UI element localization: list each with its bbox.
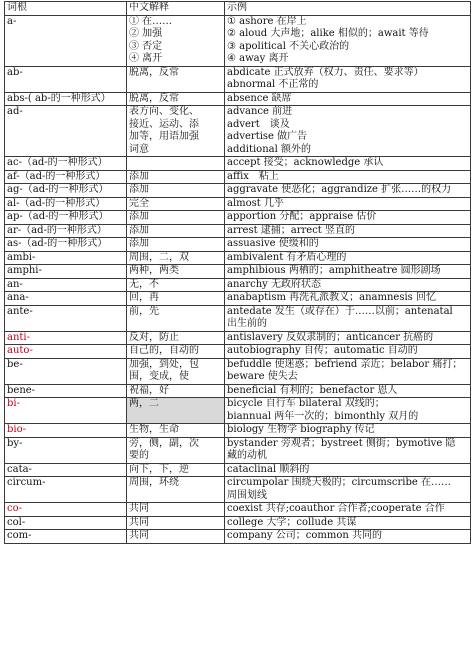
- example-cell: [225, 224, 471, 238]
- table-row: [5, 331, 471, 345]
- meaning-line: 周围，二，双: [129, 251, 189, 263]
- meaning-line: 接近、运动、添: [129, 118, 199, 130]
- root-cell: bene-: [5, 384, 127, 398]
- example-cell: [225, 345, 471, 359]
- root-cell: bio-: [5, 424, 127, 438]
- table-row: [5, 106, 471, 157]
- example-line: biology 生物学 biography 传记: [227, 424, 375, 435]
- meaning-cell: [127, 265, 225, 279]
- root-cell: an-: [5, 278, 127, 292]
- meaning-cell: [127, 184, 225, 198]
- meaning-line: 脱离，反常: [129, 92, 179, 104]
- example-cell: [225, 92, 471, 106]
- meaning-cell: [127, 437, 225, 463]
- meaning-line: 词意: [129, 143, 149, 155]
- example-line: 藏的动机: [227, 450, 267, 461]
- example-cell: [225, 197, 471, 211]
- example-cell: [225, 265, 471, 279]
- root-cell: auto-: [5, 345, 127, 359]
- root-cell: ante-: [5, 305, 127, 331]
- meaning-line: 添加: [129, 170, 149, 182]
- example-line: ③ apolitical 不关心政治的: [227, 40, 350, 52]
- example-cell: [225, 424, 471, 438]
- header-meaning: 中文解释: [127, 2, 225, 16]
- root-cell: af-（ad-的一种形式）: [5, 170, 127, 184]
- table-row: [5, 437, 471, 463]
- example-cell: [225, 516, 471, 530]
- example-line: college 大学；collude 共谋: [227, 516, 357, 528]
- table-row: [5, 358, 471, 384]
- example-cell: [225, 463, 471, 477]
- table-row: [5, 157, 471, 171]
- example-cell: [225, 477, 471, 503]
- example-line: bicycle 自行车 bilateral 双线的；: [227, 398, 385, 409]
- meaning-line: 旁，侧，副，次: [129, 437, 199, 449]
- example-line: ② aloud 大声地；alike 相似的；await 等待: [227, 28, 429, 39]
- meaning-line: 完全: [129, 197, 149, 209]
- meaning-cell: [127, 170, 225, 184]
- table-row: [5, 345, 471, 359]
- meaning-line: 加等，用语加强: [129, 131, 199, 142]
- meaning-cell: [127, 211, 225, 225]
- example-cell: [225, 331, 471, 345]
- example-line: ④ away 离开: [227, 53, 289, 64]
- meaning-cell: [127, 66, 225, 92]
- meaning-line: 自己的，自动的: [129, 345, 199, 356]
- table-body: [5, 15, 471, 543]
- example-cell: [225, 503, 471, 517]
- meaning-line: 共同: [129, 503, 149, 514]
- example-line: beneficial 有利的；benefactor 恩人: [227, 384, 398, 396]
- meaning-line: 生物，生命: [129, 424, 179, 435]
- meaning-line: 祝福，好: [129, 384, 169, 396]
- meaning-line: 添加: [129, 211, 149, 222]
- example-cell: [225, 398, 471, 424]
- example-line: arrest 逮捕；arrect 竖直的: [227, 224, 356, 236]
- root-cell: be-: [5, 358, 127, 384]
- example-line: assuasive 使缓和的: [227, 238, 319, 249]
- example-cell: [225, 292, 471, 306]
- meaning-line: 添加: [129, 184, 149, 195]
- root-cell: com-: [5, 530, 127, 544]
- example-line: amphibious 两栖的；amphitheatre 圆形剧场: [227, 265, 441, 276]
- example-cell: [225, 251, 471, 265]
- example-cell: [225, 211, 471, 225]
- table-row: [5, 278, 471, 292]
- example-line: 周围划线: [227, 489, 267, 501]
- meaning-cell: [127, 278, 225, 292]
- table-row: [5, 197, 471, 211]
- meaning-cell: [127, 251, 225, 265]
- meaning-cell: [127, 106, 225, 157]
- example-line: coexist 共存;coauthor 合作者;cooperate 合作: [227, 503, 445, 514]
- meaning-cell: [127, 516, 225, 530]
- meaning-line: 围，变成，使: [129, 371, 189, 382]
- root-cell: col-: [5, 516, 127, 530]
- meaning-cell: [127, 477, 225, 503]
- meaning-line: ① 在……: [129, 15, 173, 27]
- table-row: [5, 292, 471, 306]
- table-row: [5, 398, 471, 424]
- root-cell: a-: [5, 15, 127, 66]
- header-example: 示例: [225, 2, 471, 16]
- table-row: [5, 15, 471, 66]
- meaning-line: 反对，防止: [129, 331, 179, 343]
- meaning-line: ③ 否定: [129, 40, 163, 52]
- root-cell: bi-: [5, 398, 127, 424]
- example-cell: [225, 530, 471, 544]
- meaning-line: 向下，下，逆: [129, 463, 189, 475]
- example-line: advertise 做广告: [227, 131, 308, 142]
- meaning-line: ② 加强: [129, 28, 163, 39]
- example-line: abdicate 正式放弃（权力、责任、要求等）: [227, 66, 424, 78]
- root-cell: ar-（ad-的一种形式）: [5, 224, 127, 238]
- meaning-line: 添加: [129, 224, 149, 236]
- table-row: [5, 305, 471, 331]
- table-row: [5, 211, 471, 225]
- example-cell: [225, 157, 471, 171]
- meaning-cell: [127, 345, 225, 359]
- root-cell: al-（ad-的一种形式）: [5, 197, 127, 211]
- table-row: [5, 66, 471, 92]
- example-cell: [225, 66, 471, 92]
- example-line: advance 前进: [227, 106, 293, 117]
- example-line: affix 粘上: [227, 170, 279, 182]
- table-row: [5, 251, 471, 265]
- example-cell: [225, 106, 471, 157]
- example-line: aggravate 使恶化；aggrandize 扩张……的权力: [227, 184, 452, 195]
- meaning-cell: [127, 224, 225, 238]
- example-line: beware 使失去: [227, 371, 298, 382]
- meaning-line: 共同: [129, 530, 149, 541]
- meaning-cell: [127, 424, 225, 438]
- example-line: 出生前的: [227, 318, 267, 329]
- example-line: biannual 两年一次的；bimonthly 双月的: [227, 410, 419, 422]
- meaning-cell: [127, 384, 225, 398]
- root-cell: circum-: [5, 477, 127, 503]
- table-row: [5, 530, 471, 544]
- example-cell: [225, 278, 471, 292]
- table-row: [5, 516, 471, 530]
- example-line: additional 额外的: [227, 143, 311, 155]
- header-root: 词根: [5, 2, 127, 16]
- table-row: [5, 463, 471, 477]
- table-row: [5, 503, 471, 517]
- root-cell: anti-: [5, 331, 127, 345]
- meaning-line: 加强，到处，包: [129, 358, 199, 370]
- root-cell: ambi-: [5, 251, 127, 265]
- example-cell: [225, 305, 471, 331]
- meaning-cell: [127, 15, 225, 66]
- example-cell: [225, 170, 471, 184]
- example-line: abnormal 不正常的: [227, 79, 319, 90]
- meaning-cell: [127, 292, 225, 306]
- example-line: anarchy 无政府状态: [227, 278, 322, 290]
- header-row: [5, 2, 471, 16]
- root-cell: ag-（ad-的一种形式）: [5, 184, 127, 198]
- example-cell: [225, 15, 471, 66]
- root-cell: ab-: [5, 66, 127, 92]
- table-row: [5, 384, 471, 398]
- example-cell: [225, 384, 471, 398]
- example-cell: [225, 184, 471, 198]
- meaning-line: 要的: [129, 450, 149, 461]
- example-line: ① ashore 在岸上: [227, 15, 307, 27]
- meaning-cell: [127, 238, 225, 252]
- example-line: absence 缺席: [227, 92, 292, 104]
- table-row: [5, 184, 471, 198]
- table-row: [5, 224, 471, 238]
- meaning-cell: [127, 503, 225, 517]
- meaning-line: 无，不: [129, 278, 159, 290]
- table-row: [5, 265, 471, 279]
- root-cell: ac-（ad-的一种形式）: [5, 157, 127, 171]
- meaning-line: ④ 离开: [129, 53, 163, 64]
- example-line: ambivalent 有矛盾心理的: [227, 251, 347, 263]
- example-line: circumpolar 围绕天极的；circumscribe 在……: [227, 477, 451, 488]
- example-line: antedate 发生（或存在）于……以前；antenatal: [227, 305, 453, 317]
- meaning-cell: [127, 92, 225, 106]
- example-line: almost 几乎: [227, 197, 284, 209]
- example-line: bystander 旁观者；bystreet 侧街；bymotive 隐: [227, 437, 456, 449]
- meaning-line: 共同: [129, 516, 149, 528]
- root-cell: amphi-: [5, 265, 127, 279]
- root-cell: ap-（ad-的一种形式）: [5, 211, 127, 225]
- example-line: advert 谈及: [227, 118, 290, 130]
- table-row: [5, 477, 471, 503]
- example-line: accept 接受；acknowledge 承认: [227, 157, 384, 168]
- example-cell: [225, 238, 471, 252]
- root-cell: abs-( ab-的一种形式）: [5, 92, 127, 106]
- root-cell: ana-: [5, 292, 127, 306]
- table-row: [5, 92, 471, 106]
- meaning-line: 周围，环绕: [129, 477, 179, 488]
- meaning-line: 添加: [129, 238, 149, 249]
- example-line: cataclinal 顺斜的: [227, 463, 310, 475]
- example-line: apportion 分配；appraise 估价: [227, 211, 377, 222]
- meaning-line: 两种，两类: [129, 265, 179, 276]
- meaning-cell: [127, 398, 225, 424]
- meaning-cell: [127, 305, 225, 331]
- example-line: company 公司；common 共同的: [227, 530, 382, 541]
- example-line: anabaptism 再洗礼派教义；anamnesis 回忆: [227, 292, 436, 303]
- example-cell: [225, 358, 471, 384]
- meaning-cell: [127, 331, 225, 345]
- table-row: [5, 170, 471, 184]
- root-cell: co-: [5, 503, 127, 517]
- meaning-cell: [127, 197, 225, 211]
- meaning-cell: [127, 358, 225, 384]
- meaning-line: 两，二: [129, 398, 159, 409]
- meaning-line: 回，再: [129, 292, 159, 303]
- meaning-cell: [127, 463, 225, 477]
- root-cell: ad-: [5, 106, 127, 157]
- prefix-table: [4, 1, 471, 544]
- meaning-cell: [127, 157, 225, 171]
- meaning-line: 前，先: [129, 305, 159, 317]
- root-cell: by-: [5, 437, 127, 463]
- root-cell: as-（ad-的一种形式）: [5, 238, 127, 252]
- table-row: [5, 238, 471, 252]
- example-line: befuddle 使迷惑；befriend 亲近；belabor 痛打；: [227, 358, 463, 370]
- meaning-line: 脱离，反常: [129, 66, 179, 78]
- example-line: autobiography 自传；automatic 自动的: [227, 345, 418, 356]
- meaning-line: 表方向、变化、: [129, 106, 199, 117]
- table-row: [5, 424, 471, 438]
- example-line: antislavery 反奴隶制的；anticancer 抗癌的: [227, 331, 434, 343]
- meaning-cell: [127, 530, 225, 544]
- root-cell: cata-: [5, 463, 127, 477]
- example-cell: [225, 437, 471, 463]
